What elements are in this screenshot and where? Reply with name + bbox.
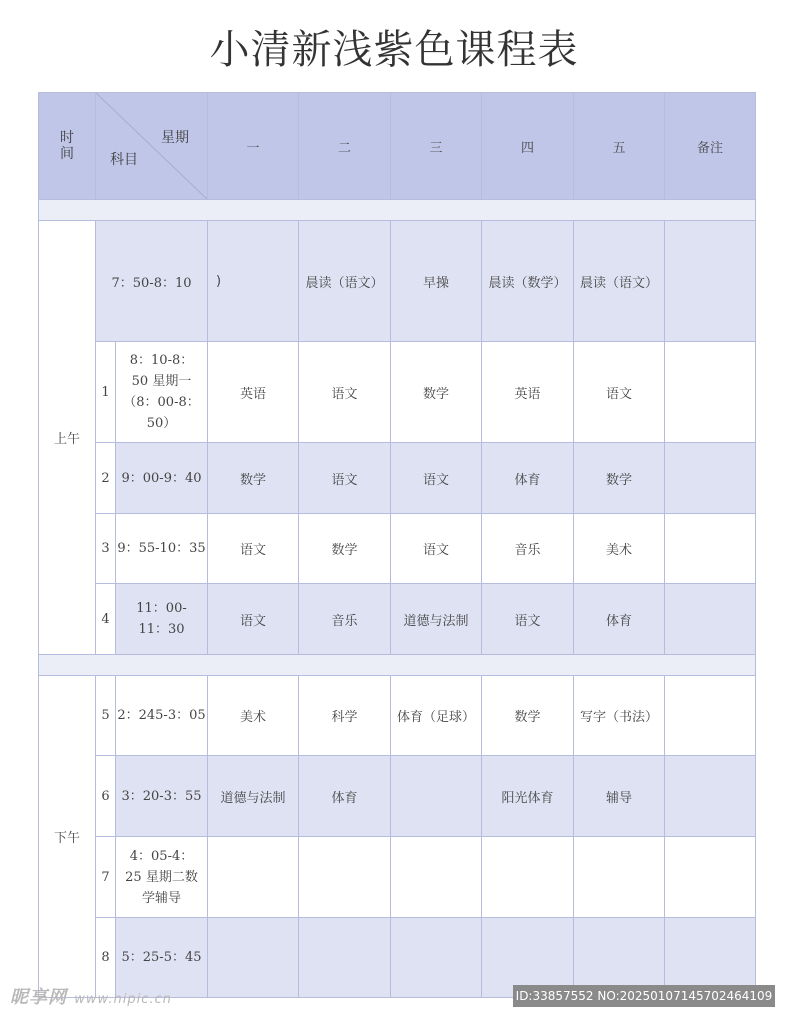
- class-cell: [391, 837, 482, 918]
- period-index: 8: [96, 918, 116, 998]
- class-cell: 早操: [391, 221, 482, 342]
- table-row: [39, 443, 756, 514]
- class-cell: 写字（书法）: [574, 676, 665, 756]
- class-cell: 数学: [574, 443, 665, 514]
- notes-header: 备注: [665, 93, 756, 200]
- class-cell: [391, 756, 482, 837]
- day-header-tue: 二: [299, 93, 391, 200]
- time-cell: 9：00-9：40: [116, 443, 208, 514]
- day-header-thu: 四: [482, 93, 574, 200]
- class-cell: 体育: [574, 584, 665, 655]
- notes-cell: [665, 514, 756, 584]
- table-row: [39, 837, 756, 918]
- notes-cell: [665, 676, 756, 756]
- schedule-table: [38, 92, 756, 998]
- time-header-label: 时间: [60, 130, 74, 162]
- class-cell: [208, 837, 299, 918]
- spacer-row: [39, 200, 756, 221]
- notes-cell: [665, 584, 756, 655]
- period-index: 1: [96, 342, 116, 443]
- watermark-brand: [10, 983, 172, 1009]
- class-cell: [299, 918, 391, 998]
- class-cell: 晨读（语文）: [574, 221, 665, 342]
- time-cell: 8：10-8：50 星期一（8：00-8：50）: [116, 342, 208, 443]
- period-index: 6: [96, 756, 116, 837]
- time-cell: 3：20-3：55: [116, 756, 208, 837]
- class-cell: 英语: [208, 342, 299, 443]
- time-header-cell: [39, 93, 96, 200]
- class-cell: 数学: [482, 676, 574, 756]
- class-cell: 辅导: [574, 756, 665, 837]
- diagonal-line: [96, 93, 207, 199]
- table-row: [39, 584, 756, 655]
- schedule-table-wrapper: [38, 92, 755, 998]
- class-cell: ): [208, 221, 299, 342]
- class-cell: 阳光体育: [482, 756, 574, 837]
- time-cell: 7：50-8：10: [96, 221, 208, 342]
- class-cell: 体育（足球）: [391, 676, 482, 756]
- class-cell: 科学: [299, 676, 391, 756]
- day-header-mon: 一: [208, 93, 299, 200]
- class-cell: 语文: [299, 443, 391, 514]
- table-row: [39, 342, 756, 443]
- page-title: 小清新浅紫色课程表: [209, 27, 579, 73]
- class-cell: [391, 918, 482, 998]
- notes-cell: [665, 342, 756, 443]
- notes-cell: [665, 756, 756, 837]
- class-cell: 音乐: [299, 584, 391, 655]
- watermark-brand-text: 昵享网: [10, 987, 67, 1008]
- diagonal-header-cell: [96, 93, 208, 200]
- class-cell: 语文: [208, 514, 299, 584]
- watermark-url: www.nipic.cn: [74, 992, 172, 1007]
- subject-label: 科目: [110, 152, 138, 168]
- notes-cell: [665, 221, 756, 342]
- day-header-wed: 三: [391, 93, 482, 200]
- class-cell: 语文: [208, 584, 299, 655]
- class-cell: 语文: [391, 443, 482, 514]
- table-row: [39, 676, 756, 756]
- table-row: [39, 756, 756, 837]
- class-cell: 美术: [574, 514, 665, 584]
- weekday-label: 星期: [161, 130, 189, 146]
- time-cell: 11：00-11：30: [116, 584, 208, 655]
- period-label-morning: 上午: [39, 221, 96, 655]
- watermark-id: ID:33857552 NO:20250107145702464109: [513, 985, 775, 1007]
- class-cell: [574, 837, 665, 918]
- period-index: 5: [96, 676, 116, 756]
- class-cell: 语文: [299, 342, 391, 443]
- period-index: 4: [96, 584, 116, 655]
- table-row: [39, 514, 756, 584]
- class-cell: 数学: [299, 514, 391, 584]
- class-cell: 体育: [299, 756, 391, 837]
- period-index: 7: [96, 837, 116, 918]
- time-cell: 2：245-3：05: [116, 676, 208, 756]
- period-index: 2: [96, 443, 116, 514]
- class-cell: 晨读（数学）: [482, 221, 574, 342]
- class-cell: [299, 837, 391, 918]
- class-cell: 音乐: [482, 514, 574, 584]
- class-cell: 体育: [482, 443, 574, 514]
- period-index: 3: [96, 514, 116, 584]
- class-cell: 语文: [482, 584, 574, 655]
- time-cell: 9：55-10：35: [116, 514, 208, 584]
- class-cell: 道德与法制: [391, 584, 482, 655]
- class-cell: 道德与法制: [208, 756, 299, 837]
- class-cell: 语文: [391, 514, 482, 584]
- spacer-row: [39, 655, 756, 676]
- period-label-afternoon: 下午: [39, 676, 96, 998]
- class-cell: 美术: [208, 676, 299, 756]
- class-cell: 晨读（语文）: [299, 221, 391, 342]
- header-row: [39, 93, 756, 200]
- notes-cell: [665, 837, 756, 918]
- class-cell: 英语: [482, 342, 574, 443]
- time-cell: 5：25-5：45: [116, 918, 208, 998]
- notes-cell: [665, 443, 756, 514]
- table-row: [39, 221, 756, 342]
- day-header-fri: 五: [574, 93, 665, 200]
- class-cell: 语文: [574, 342, 665, 443]
- class-cell: 数学: [391, 342, 482, 443]
- time-cell: 4：05-4：25 星期二数学辅导: [116, 837, 208, 918]
- class-cell: [208, 918, 299, 998]
- class-cell: 数学: [208, 443, 299, 514]
- class-cell: [482, 837, 574, 918]
